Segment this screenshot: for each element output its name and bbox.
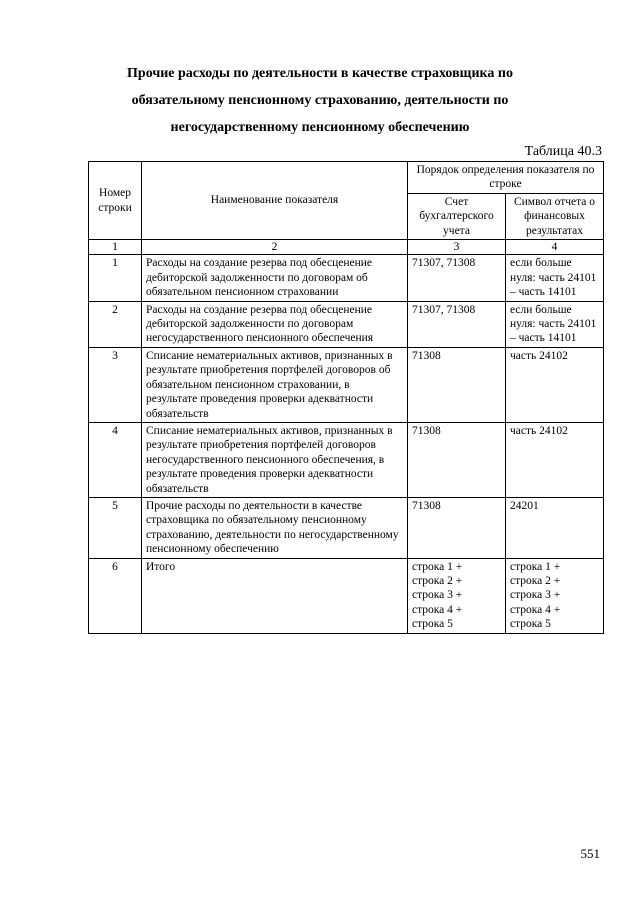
header-procedure: Порядок определения показателя по строке (408, 162, 604, 194)
row-account: 71307, 71308 (408, 255, 506, 301)
expenses-table (88, 161, 604, 634)
row-account: 71308 (408, 497, 506, 558)
row-symbol: если больше нуля: часть 24101 – часть 14101 (506, 301, 604, 347)
row-name: Списание нематериальных активов, признанных в результате приобретения портфелей договоров негосударственного пенсионного обеспечения, в результате проведения проверки адекватности обязательств (142, 422, 408, 497)
symbol-line: строка 1 + (510, 560, 561, 573)
account-line: строка 4 + (412, 603, 463, 616)
row-name: Расходы на создание резерва под обесценение дебиторской задолженности по договорам негосударственного пенсионного обеспечения (142, 301, 408, 347)
symbol-line: строка 3 + (510, 589, 561, 602)
table-row (89, 497, 604, 558)
column-number: 4 (506, 240, 604, 255)
column-number: 2 (142, 240, 408, 255)
table-label: Таблица 40.3 (524, 144, 602, 159)
row-symbol: если больше нуля: часть 24101 – часть 14101 (506, 255, 604, 301)
column-number: 1 (89, 240, 142, 255)
table-row (89, 422, 604, 497)
header-indicator-name: Наименование показателя (142, 162, 408, 240)
header-account: Счет бухгалтерского учета (408, 193, 506, 239)
symbol-line: строка 4 + (510, 603, 561, 616)
row-number: 6 (89, 558, 142, 633)
row-number: 5 (89, 497, 142, 558)
row-name: Прочие расходы по деятельности в качестве страховщика по обязательному пенсионному страхованию, деятельности по негосударственному пенсионному обеспечению (142, 497, 408, 558)
symbol-line: строка 2 + (510, 574, 561, 587)
title-line-3: негосударственному пенсионному обеспечению (170, 120, 470, 135)
header-report-symbol: Символ отчета о финансовых результатах (506, 193, 604, 239)
row-account: 71307, 71308 (408, 301, 506, 347)
page-number: 551 (580, 846, 600, 861)
row-number: 4 (89, 422, 142, 497)
row-symbol: 24201 (506, 497, 604, 558)
account-line: строка 5 (412, 618, 453, 631)
row-name: Итого (142, 558, 408, 633)
title-line-1: Прочие расходы по деятельности в качестве страховщика по (127, 66, 513, 81)
table-row-total (89, 558, 604, 633)
account-line: строка 1 + (412, 560, 463, 573)
row-name: Расходы на создание резерва под обесценение дебиторской задолженности по договорам об обязательном пенсионном страховании (142, 255, 408, 301)
column-number-row (89, 240, 604, 255)
row-account: 71308 (408, 347, 506, 422)
title-line-2: обязательному пенсионному страхованию, деятельности по (131, 93, 509, 108)
document-title (60, 60, 580, 141)
row-symbol: часть 24102 (506, 347, 604, 422)
header-row-1 (89, 162, 604, 194)
table-row (89, 255, 604, 301)
row-name: Списание нематериальных активов, признанных в результате приобретения портфелей договоров об обязательном пенсионном страховании, в результате проведения проверки адекватности обязательств (142, 347, 408, 422)
table-row (89, 301, 604, 347)
column-number: 3 (408, 240, 506, 255)
row-account (408, 558, 506, 633)
row-account: 71308 (408, 422, 506, 497)
row-number: 1 (89, 255, 142, 301)
row-symbol: часть 24102 (506, 422, 604, 497)
symbol-line: строка 5 (510, 618, 551, 631)
row-number: 2 (89, 301, 142, 347)
header-row-number: Номер строки (89, 162, 142, 240)
account-line: строка 2 + (412, 574, 463, 587)
row-symbol (506, 558, 604, 633)
table-row (89, 347, 604, 422)
account-line: строка 3 + (412, 589, 463, 602)
row-number: 3 (89, 347, 142, 422)
